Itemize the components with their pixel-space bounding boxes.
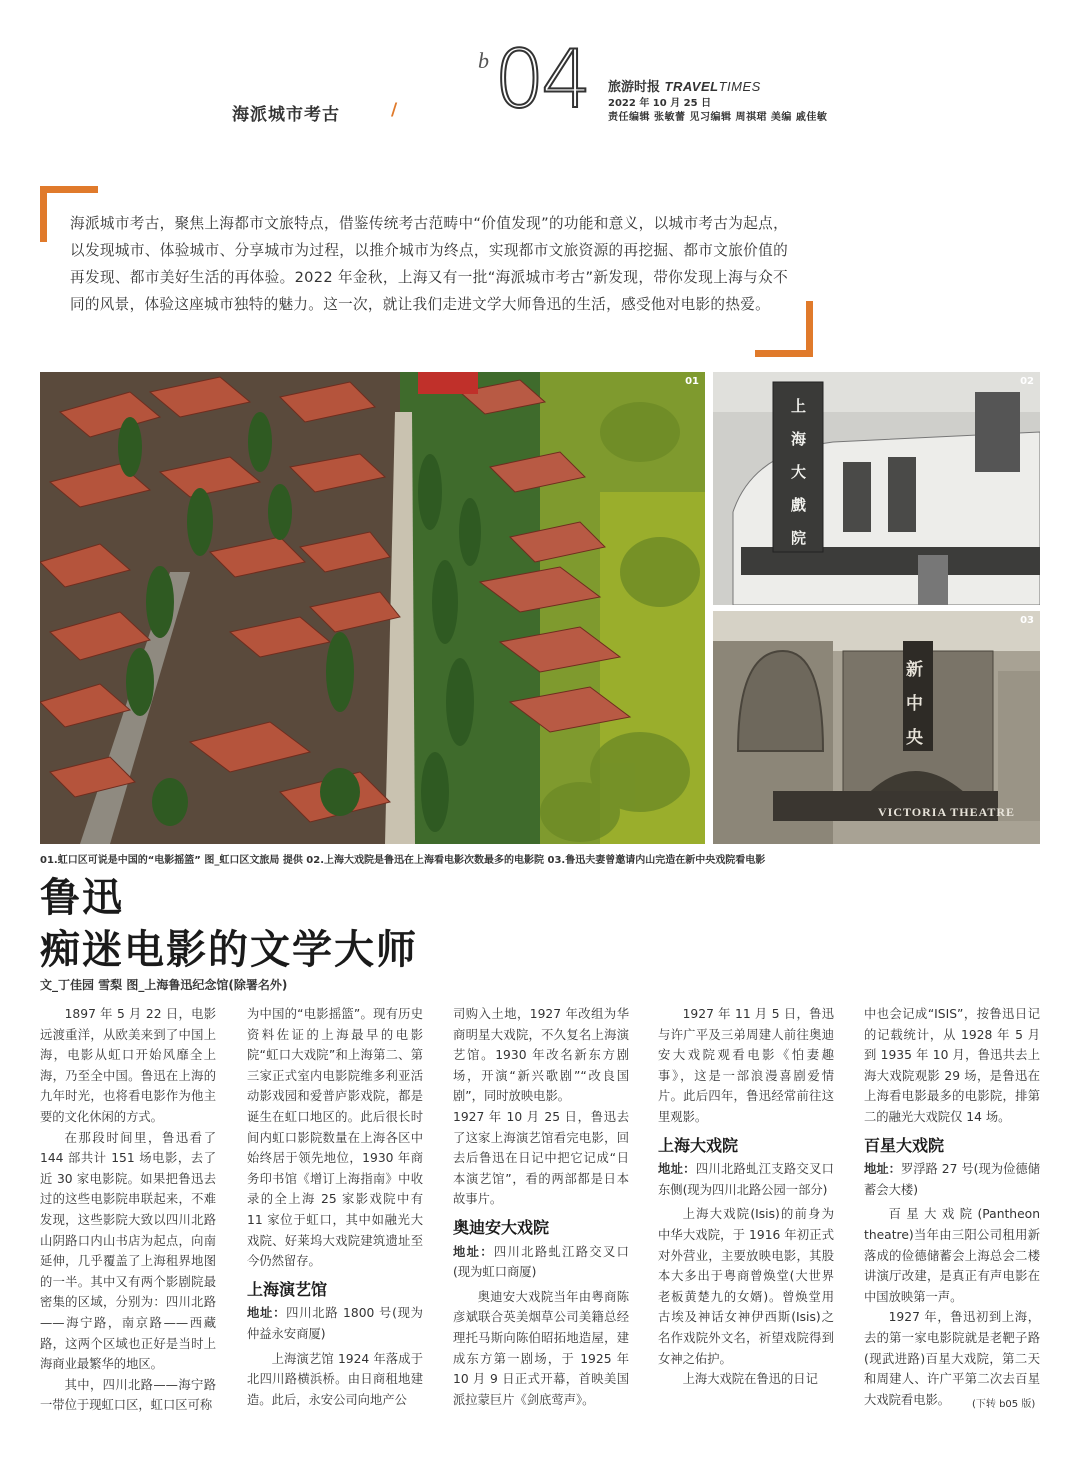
venue-address-odeon [453, 1242, 629, 1283]
continued-note: (下转 b05 版) [972, 1399, 1036, 1410]
venue-heading-odeon: 奥迪安大戏院 [453, 1217, 550, 1237]
photo-number-02: 02 [1020, 376, 1034, 387]
paper-name-en-1: TRAVEL [664, 79, 719, 94]
col5-paragraph-1: 中也会记成“ISIS”，按鲁迅日记的记载统计，从 1928 年 5 月到 1935 年 10 月，鲁迅共去上海大戏院观影 29 场，是鲁迅在上海看电影最多的电影院，排第二的融光大戏院仅 14 场。 [864, 1007, 1040, 1124]
section-title: 海派城市考古 [232, 105, 340, 125]
col2-paragraph-1: 为中国的“电影摇篮”。现有历史资料佐证的上海最早的电影院“虹口大戏院”和上海第二、第三家正式室内电影院维多利亚活动影戏园和爱普庐影戏院，都是诞生在虹口地区的。此后很长时间内虹口影院数量在上海各区中始终居于领先地位，1930 年商务印书馆《增订上海指南》中收录的全上海 25 家影戏院中有 11 家位于虹口，其中如融光大戏院、好莱坞大戏院建筑遗址至今仍然留存。 [247, 1007, 423, 1269]
editor-credits: 责任编辑 张敏蕾 见习编辑 周祺珺 美编 戚佳敏 [608, 112, 828, 123]
venue-heading-isis: 上海大戏院 [658, 1135, 739, 1155]
intro-paragraph: 海派城市考古，聚焦上海都市文旅特点，借鉴传统考古范畴中“价值发现”的功能和意义，以城市考古为起点，以发现城市、体验城市、分享城市为过程，以推介城市为终点，实现都市文旅资源的再挖掘、都市文旅价值的再发现、都市美好生活的再体验。2022 年金秋，上海又有一批“海派城市考古”新发现，带你发现上海与众不同的风景，体验这座城市独特的魅力。这一次，就让我们走进文学大师鲁迅的生活，感受他对电影的热爱。 [70, 215, 788, 313]
article-column-1 [40, 1004, 216, 1416]
paper-name [608, 76, 761, 95]
col4-paragraph-1: 1927 年 11 月 5 日，鲁迅与许广平及三弟周建人前往奥迪安大戏院观看电影《怕妻趣事》，这是一部浪漫喜剧爱情片。此后四年，鲁迅经常前往这里观影。 [658, 1007, 834, 1124]
col1-paragraph-2: 在那段时间里，鲁迅看了 144 部共计 151 场电影，去了近 30 家电影院。如果把鲁迅去过的这些电影院串联起来，不难发现，这些影院大致以四川北路山阴路口内山书店为起点，向南延伸，几乎覆盖了上海租界地图的一半。其中又有两个影剧院最密集的区域，分别为：四川北路——海宁路，南京路——西藏路，这两个区域也正好是当时上海商业最繁华的地区。 [40, 1130, 216, 1372]
page-number: 04 [494, 33, 588, 126]
col1-paragraph-1: 1897 年 5 月 22 日，电影远渡重洋，从欧美来到了中国上海，电影从虹口开始风靡全上海，乃至全中国。鲁迅在上海的九年时光，也将看电影作为他主要的文化休闲的方式。 [40, 1007, 216, 1124]
byline: 文_丁佳园 雪梨 图_上海鲁迅纪念馆(除署名外) [40, 978, 288, 992]
venue-address-pantheon [864, 1159, 1040, 1200]
photo-number-03: 03 [1020, 615, 1034, 626]
article-headline [40, 872, 418, 976]
col5-paragraph-3: 1927 年，鲁迅初到上海，去的第一家电影院就是老靶子路(现武进路)百星大戏院，第二天和周建人、许广平第二次去百星大戏院看电影。 [864, 1310, 1040, 1407]
issue-date: 2022 年 10 月 25 日 [608, 98, 712, 109]
address-label: 地址： [864, 1162, 901, 1177]
col3-paragraph-2: 1927 年 10 月 25 日，鲁迅去了这家上海演艺馆看完电影，回去后鲁迅在日记中把它记成“日本演艺馆”，看的两部都是日本故事片。 [453, 1109, 629, 1207]
article-column-5 [864, 1004, 1040, 1410]
aerial-photo-illustration [40, 372, 705, 844]
paper-name-en-2: TIMES [718, 79, 761, 94]
address-label: 地址： [453, 1244, 494, 1259]
photo-xinzhongyang-theatre [713, 611, 1040, 844]
article-column-2 [247, 1004, 423, 1410]
headline-line-1: 鲁迅 [40, 874, 124, 921]
col1-paragraph-3: 其中，四川北路——海宁路一带位于现虹口区，虹口区可称 [40, 1377, 216, 1413]
article-column-3 [453, 1004, 629, 1410]
section-slash: / [391, 100, 398, 120]
xinzhongyang-vertical-sign: 新中央 [906, 660, 923, 748]
article-column-4 [658, 1004, 834, 1390]
photo-aerial-hongkou [40, 372, 705, 844]
col3-paragraph-3: 奥迪安大戏院当年由粤商陈彦斌联合英美烟草公司美籍总经理托马斯向陈伯昭拓地造屋，建成东方第一剧场，于 1925 年 10 月 9 日正式开幕，首映美国派拉蒙巨片《剑底莺声》。 [453, 1289, 629, 1407]
col4-paragraph-3: 上海大戏院在鲁迅的日记 [682, 1372, 818, 1387]
headline-line-2: 痴迷电影的文学大师 [40, 926, 418, 973]
address-text: 四川北路 1800 号(现为仲益永安商厦) [247, 1306, 423, 1341]
photo-shanghai-theatre [713, 372, 1040, 605]
address-text: 罗浮路 27 号(现为俭德储蓄会大楼) [864, 1162, 1040, 1197]
col5-paragraph-2: 百星大戏院(Pantheon theatre)当年由三阳公司租用新落成的俭德储蓄会上海总会二楼讲演厅改建，是真正有声电影在中国放映第一声。 [864, 1207, 1040, 1304]
victoria-theatre-banner: VICTORIA THEATRE [878, 805, 1016, 819]
col2-paragraph-2: 上海演艺馆 1924 年落成于北四川路横浜桥。由日商租地建造。此后，永安公司向地产公 [247, 1351, 423, 1407]
theatre-vertical-sign: 上海大戲院 [791, 397, 807, 547]
photo-number-01: 01 [685, 376, 699, 387]
address-text: 四川北路虬江路交叉口(现为虹口商厦) [453, 1244, 629, 1280]
venue-address-isis [658, 1159, 834, 1200]
venue-heading-yanyiguan: 上海演艺馆 [247, 1279, 328, 1299]
address-text: 四川北路虬江支路交叉口东侧(现为四川北路公园一部分) [658, 1162, 834, 1197]
theatre-photo-illustration [713, 372, 1040, 605]
col3-paragraph-1: 司购入土地，1927 年改组为华商明星大戏院，不久复名上海演艺馆。1930 年改名新东方剧场，开演“新兴歌剧”“改良国剧”，同时放映电影。 [453, 1007, 629, 1104]
venue-heading-pantheon: 百星大戏院 [864, 1135, 945, 1155]
photo-caption: 01.虹口区可说是中国的“电影摇篮” 图_虹口区文旅局 提供 02.上海大戏院是鲁迅在上海看电影次数最多的电影院 03.鲁迅夫妻曾邀请内山完造在新中央戏院看电影 [40, 855, 766, 866]
paper-name-cn: 旅游时报 [608, 80, 661, 95]
venue-address-yanyiguan [247, 1303, 423, 1344]
page-letter: b [478, 48, 489, 73]
col4-paragraph-2: 上海大戏院(Isis)的前身为中华大戏院，于 1916 年初正式对外营业，主要放映电影，其股本大多出于粤商曾焕堂(大世界老板黄楚九的女婿)。曾焕堂用古埃及神话女神伊西斯(Isis)之名作戏院外文名，祈望戏院得到女神之佑护。 [658, 1207, 834, 1366]
address-label: 地址： [658, 1162, 696, 1177]
address-label: 地址： [247, 1306, 287, 1321]
